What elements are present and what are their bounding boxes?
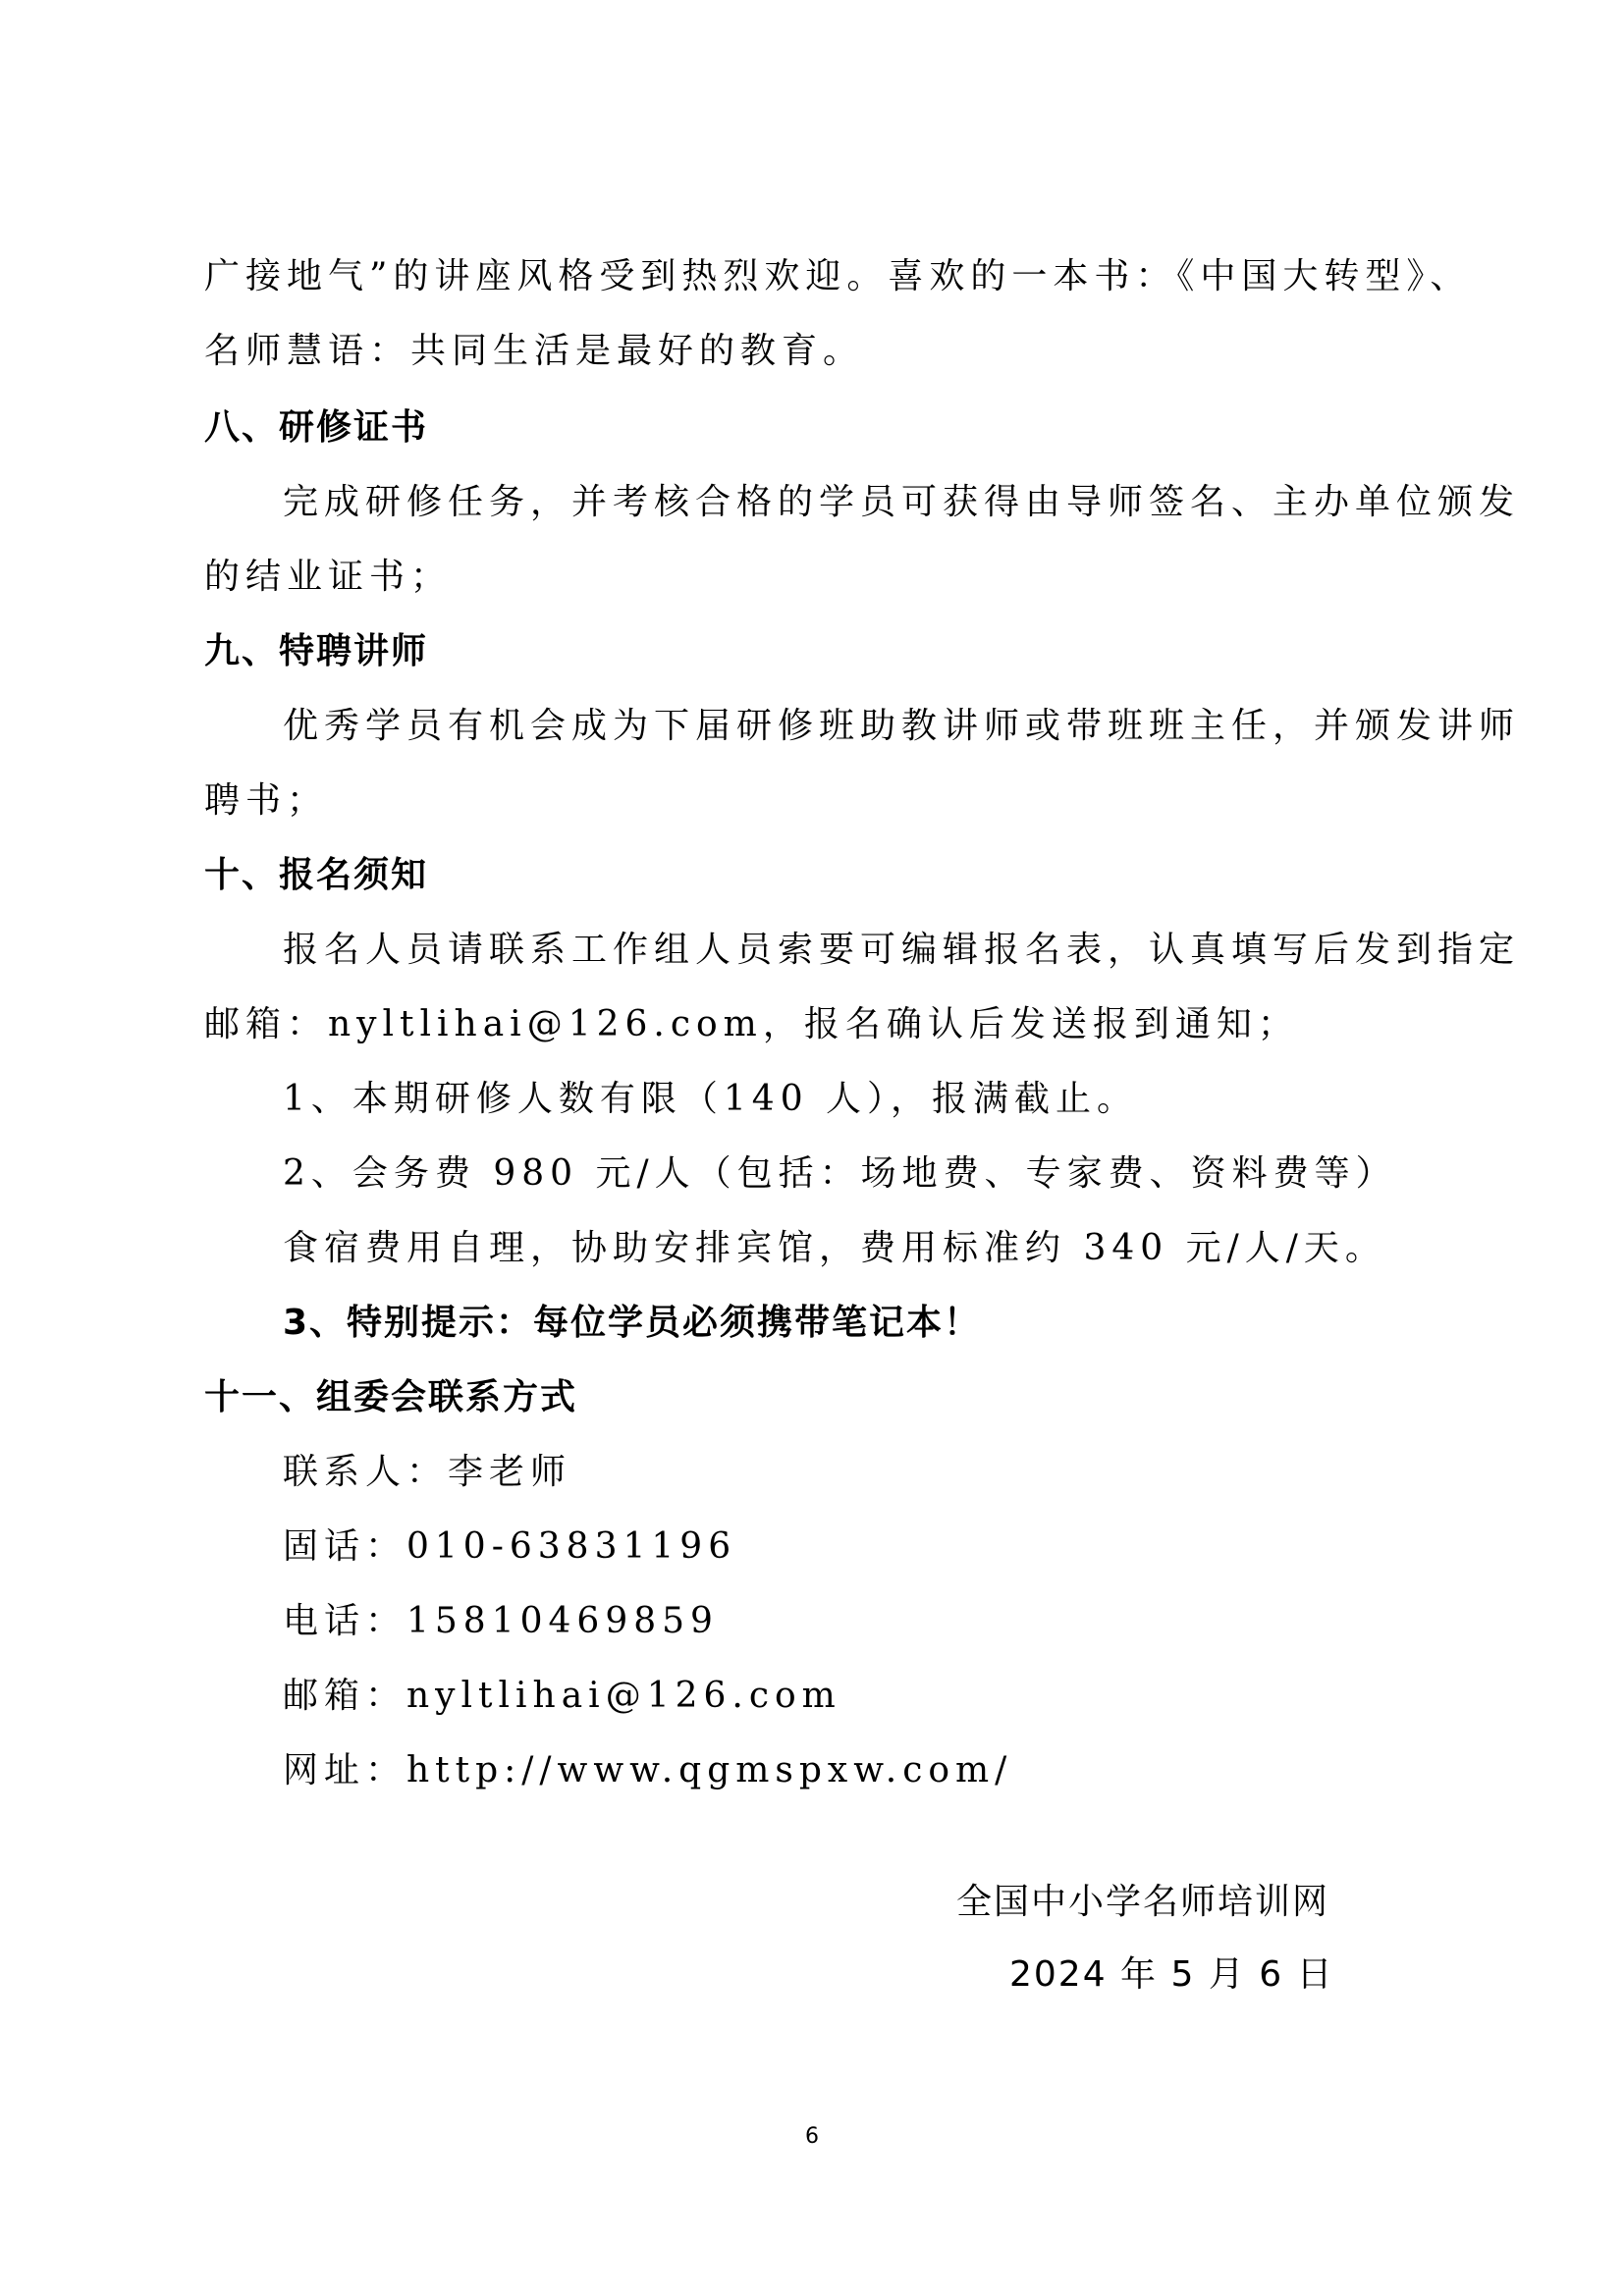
contact-person: 联系人：李老师: [283, 1452, 572, 1492]
signature-organization: 全国中小学名师培训网: [956, 1882, 1330, 1922]
registration-item-2: 2、会务费 980 元/人（包括：场地费、专家费、资料费等）: [283, 1153, 1397, 1194]
page-number: 6: [805, 2124, 819, 2149]
registration-item-2-continued: 食宿费用自理，协助安排宾馆，费用标准约 340 元/人/天。: [283, 1228, 1386, 1268]
section-heading-lecturer: 九、特聘讲师: [204, 631, 429, 671]
intro-line-2: 名师慧语：共同生活是最好的教育。: [204, 331, 865, 371]
section-heading-certificate: 八、研修证书: [204, 407, 429, 448]
lecturer-paragraph-line-1: 优秀学员有机会成为下届研修班助教讲师或带班班主任，并颁发讲师: [283, 706, 1521, 746]
registration-item-3-notice: 3、特别提示：每位学员必须携带笔记本！: [283, 1303, 982, 1343]
registration-paragraph-line-1: 报名人员请联系工作组人员索要可编辑报名表，认真填写后发到指定: [283, 930, 1521, 970]
registration-item-1: 1、本期研修人数有限（140 人），报满截止。: [283, 1079, 1139, 1119]
contact-email: 邮箱：nyltlihai@126.com: [283, 1676, 841, 1716]
contact-mobile: 电话：15810469859: [283, 1601, 719, 1641]
contact-website: 网址：http://www.qgmspxw.com/: [283, 1750, 1013, 1790]
certificate-paragraph-line-1: 完成研修任务，并考核合格的学员可获得由导师签名、主办单位颁发: [283, 482, 1521, 522]
intro-line-1: 广接地气”的讲座风格受到热烈欢迎。喜欢的一本书：《中国大转型》、: [204, 256, 1472, 296]
contact-landline: 固话：010-63831196: [283, 1526, 737, 1567]
registration-paragraph-line-2: 邮箱：nyltlihai@126.com，报名确认后发送报到通知；: [204, 1004, 1299, 1044]
section-heading-contact: 十一、组委会联系方式: [204, 1377, 578, 1417]
certificate-paragraph-line-2: 的结业证书；: [204, 557, 453, 597]
signature-date: 2024 年 5 月 6 日: [1009, 1954, 1334, 1995]
section-heading-registration: 十、报名须知: [204, 855, 429, 895]
lecturer-paragraph-line-2: 聘书；: [204, 780, 329, 821]
